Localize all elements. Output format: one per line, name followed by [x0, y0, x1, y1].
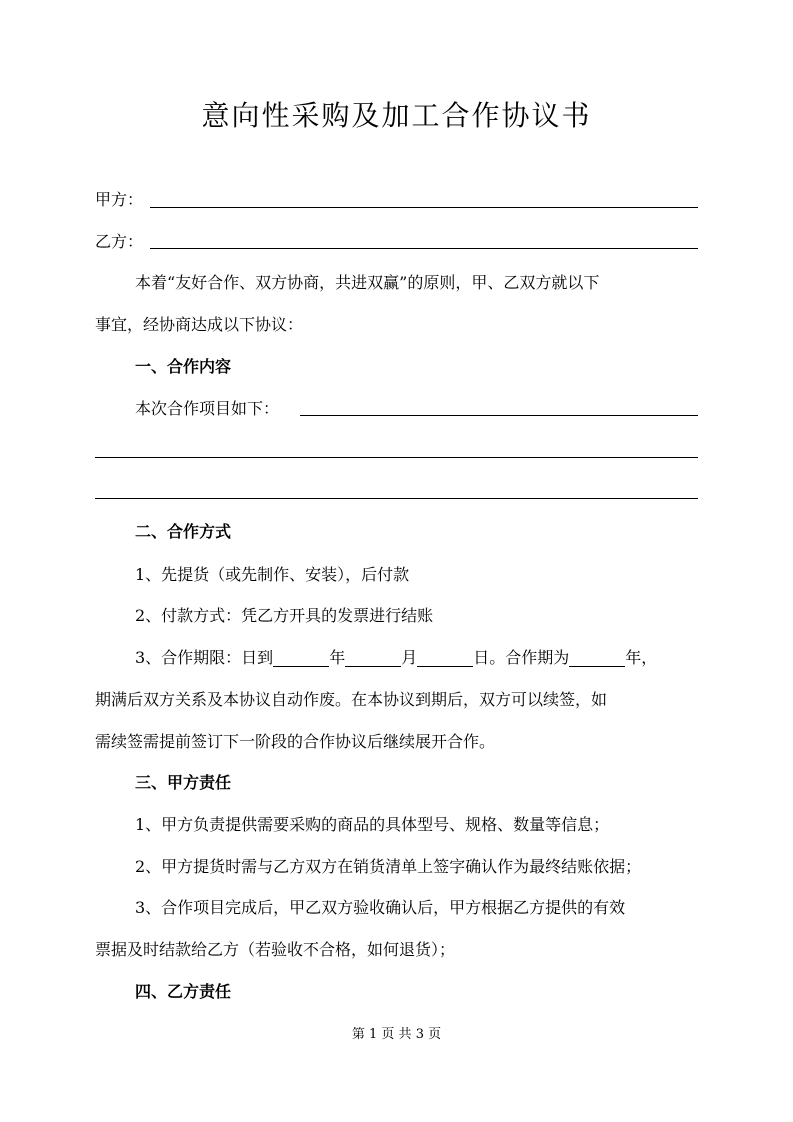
section-4-heading: 四、乙方责任	[135, 982, 232, 1001]
party-a-blank	[150, 207, 698, 208]
term-month-label: 月	[401, 648, 418, 667]
party-b-blank	[150, 248, 698, 249]
section-1-heading: 一、合作内容	[135, 357, 232, 376]
section-3-item-1: 1、甲方负责提供需要采购的商品的具体型号、规格、数量等信息；	[135, 815, 610, 834]
section-2-item-3-line-3: 需续签需提前签订下一阶段的合作协议后继续展开合作。	[95, 732, 496, 751]
section-3-item-3-line-2: 票据及时结款给乙方（若验收不合格，如何退货）；	[95, 940, 456, 959]
document-title: 意向性采购及加工合作协议书	[201, 99, 592, 132]
section-2-item-3-line-2: 期满后双方关系及本协议自动作废。在本协议到期后，双方可以续签，如	[95, 690, 608, 709]
section-2-heading: 二、合作方式	[135, 522, 232, 541]
term-prefix: 3、合作期限：日到	[135, 648, 274, 667]
term-period-year-label: 年，	[625, 648, 658, 667]
project-blank-3	[95, 498, 698, 499]
term-day-blank	[417, 648, 473, 667]
term-month-blank	[345, 648, 401, 667]
party-a-label: 甲方：	[95, 190, 144, 209]
intro-line-2: 事宜，经协商达成以下协议：	[95, 315, 304, 334]
section-3-heading: 三、甲方责任	[135, 773, 232, 792]
party-b-label: 乙方：	[95, 232, 144, 251]
section-2-item-3	[135, 646, 657, 670]
term-year-blank	[273, 648, 329, 667]
project-blank-2	[95, 457, 698, 458]
intro-line-1: 本着“友好合作、双方协商，共进双赢”的原则，甲、乙双方就以下	[135, 273, 600, 292]
section-3-item-2: 2、甲方提货时需与乙方双方在销货清单上签字确认作为最终结账依据；	[135, 857, 642, 876]
section-2-item-1: 1、先提货（或先制作、安装），后付款	[135, 565, 410, 584]
term-period-label: 日。合作期为	[473, 648, 570, 667]
section-3-item-3: 3、合作项目完成后，甲乙双方验收确认后，甲方根据乙方提供的有效	[135, 898, 626, 917]
section-1-item-label: 本次合作项目如下：	[135, 399, 280, 418]
page-number: 第 1 页 共 3 页	[351, 1027, 442, 1042]
section-2-item-2: 2、付款方式：凭乙方开具的发票进行结账	[135, 606, 434, 625]
term-period-blank	[569, 648, 625, 667]
project-blank-1	[300, 415, 698, 416]
term-year-label: 年	[329, 648, 346, 667]
